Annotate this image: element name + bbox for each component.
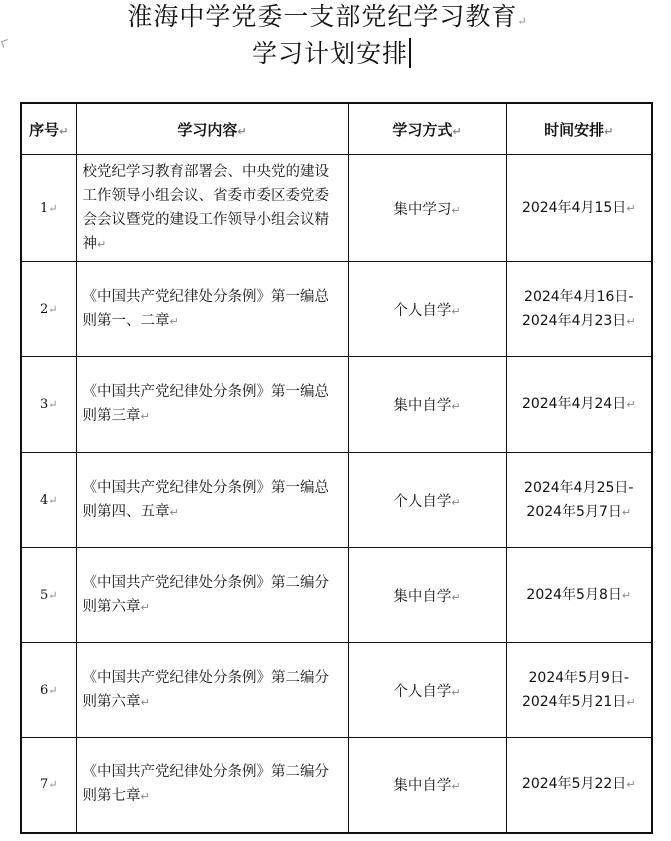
title-text-2: 学习计划安排 xyxy=(251,39,408,68)
row-no: 2↵ xyxy=(21,262,76,357)
row-time: 2024年4月15日↵ xyxy=(506,155,652,262)
header-content: 学习内容↵ xyxy=(76,103,348,155)
table-row xyxy=(21,643,652,738)
row-no: 3↵ xyxy=(21,357,76,453)
row-method: 个人自学↵ xyxy=(348,643,506,738)
row-content: 《中国共产党纪律处分条例》第一编总则第四、五章↵ xyxy=(76,453,348,548)
table-row xyxy=(21,155,652,262)
row-method: 个人自学↵ xyxy=(348,453,506,548)
row-method: 集中自学↵ xyxy=(348,357,506,453)
row-no: 1↵ xyxy=(21,155,76,262)
row-content: 《中国共产党纪律处分条例》第二编分则第七章↵ xyxy=(76,738,348,833)
row-no: 6↵ xyxy=(21,643,76,738)
document-title-line-1 xyxy=(0,2,663,37)
row-method: 集中自学↵ xyxy=(348,738,506,833)
row-content: 《中国共产党纪律处分条例》第二编分则第六章↵ xyxy=(76,548,348,643)
table-row xyxy=(21,738,652,833)
table-row xyxy=(21,357,652,453)
table-row xyxy=(21,262,652,357)
row-content: 《中国共产党纪律处分条例》第二编分则第六章↵ xyxy=(76,643,348,738)
row-time: 2024年4月16日- 2024年4月23日↵ xyxy=(506,262,652,357)
row-time: 2024年5月22日↵ xyxy=(506,738,652,833)
paragraph-mark: ↵ xyxy=(517,15,528,28)
header-time: 时间安排↵ xyxy=(506,103,652,155)
row-method: 集中自学↵ xyxy=(348,548,506,643)
row-time: 2024年4月24日↵ xyxy=(506,357,652,453)
document-title-line-2 xyxy=(0,38,667,69)
table-row xyxy=(21,548,652,643)
table-header-row xyxy=(21,103,652,155)
header-no: 序号↵ xyxy=(21,103,76,155)
text-cursor xyxy=(409,38,411,68)
row-time: 2024年5月9日- 2024年5月21日↵ xyxy=(506,643,652,738)
row-content: 校党纪学习教育部署会、中央党的建设工作领导小组会议、省委市委区委党委会会议暨党的建设工作领导小组会议精神↵ xyxy=(76,155,348,262)
row-content: 《中国共产党纪律处分条例》第一编总则第一、二章↵ xyxy=(76,262,348,357)
header-method: 学习方式↵ xyxy=(348,103,506,155)
row-method: 个人自学↵ xyxy=(348,262,506,357)
title-text-1: 淮海中学党委一支部党纪学习教育 xyxy=(127,2,518,31)
row-method: 集中学习↵ xyxy=(348,155,506,262)
study-plan-table xyxy=(20,102,653,834)
row-no: 4↵ xyxy=(21,453,76,548)
row-time: 2024年4月25日- 2024年5月7日↵ xyxy=(506,453,652,548)
row-no: 5↵ xyxy=(21,548,76,643)
row-time: 2024年5月8日↵ xyxy=(506,548,652,643)
row-content: 《中国共产党纪律处分条例》第一编总则第三章↵ xyxy=(76,357,348,453)
table-row xyxy=(21,453,652,548)
row-no: 7↵ xyxy=(21,738,76,833)
